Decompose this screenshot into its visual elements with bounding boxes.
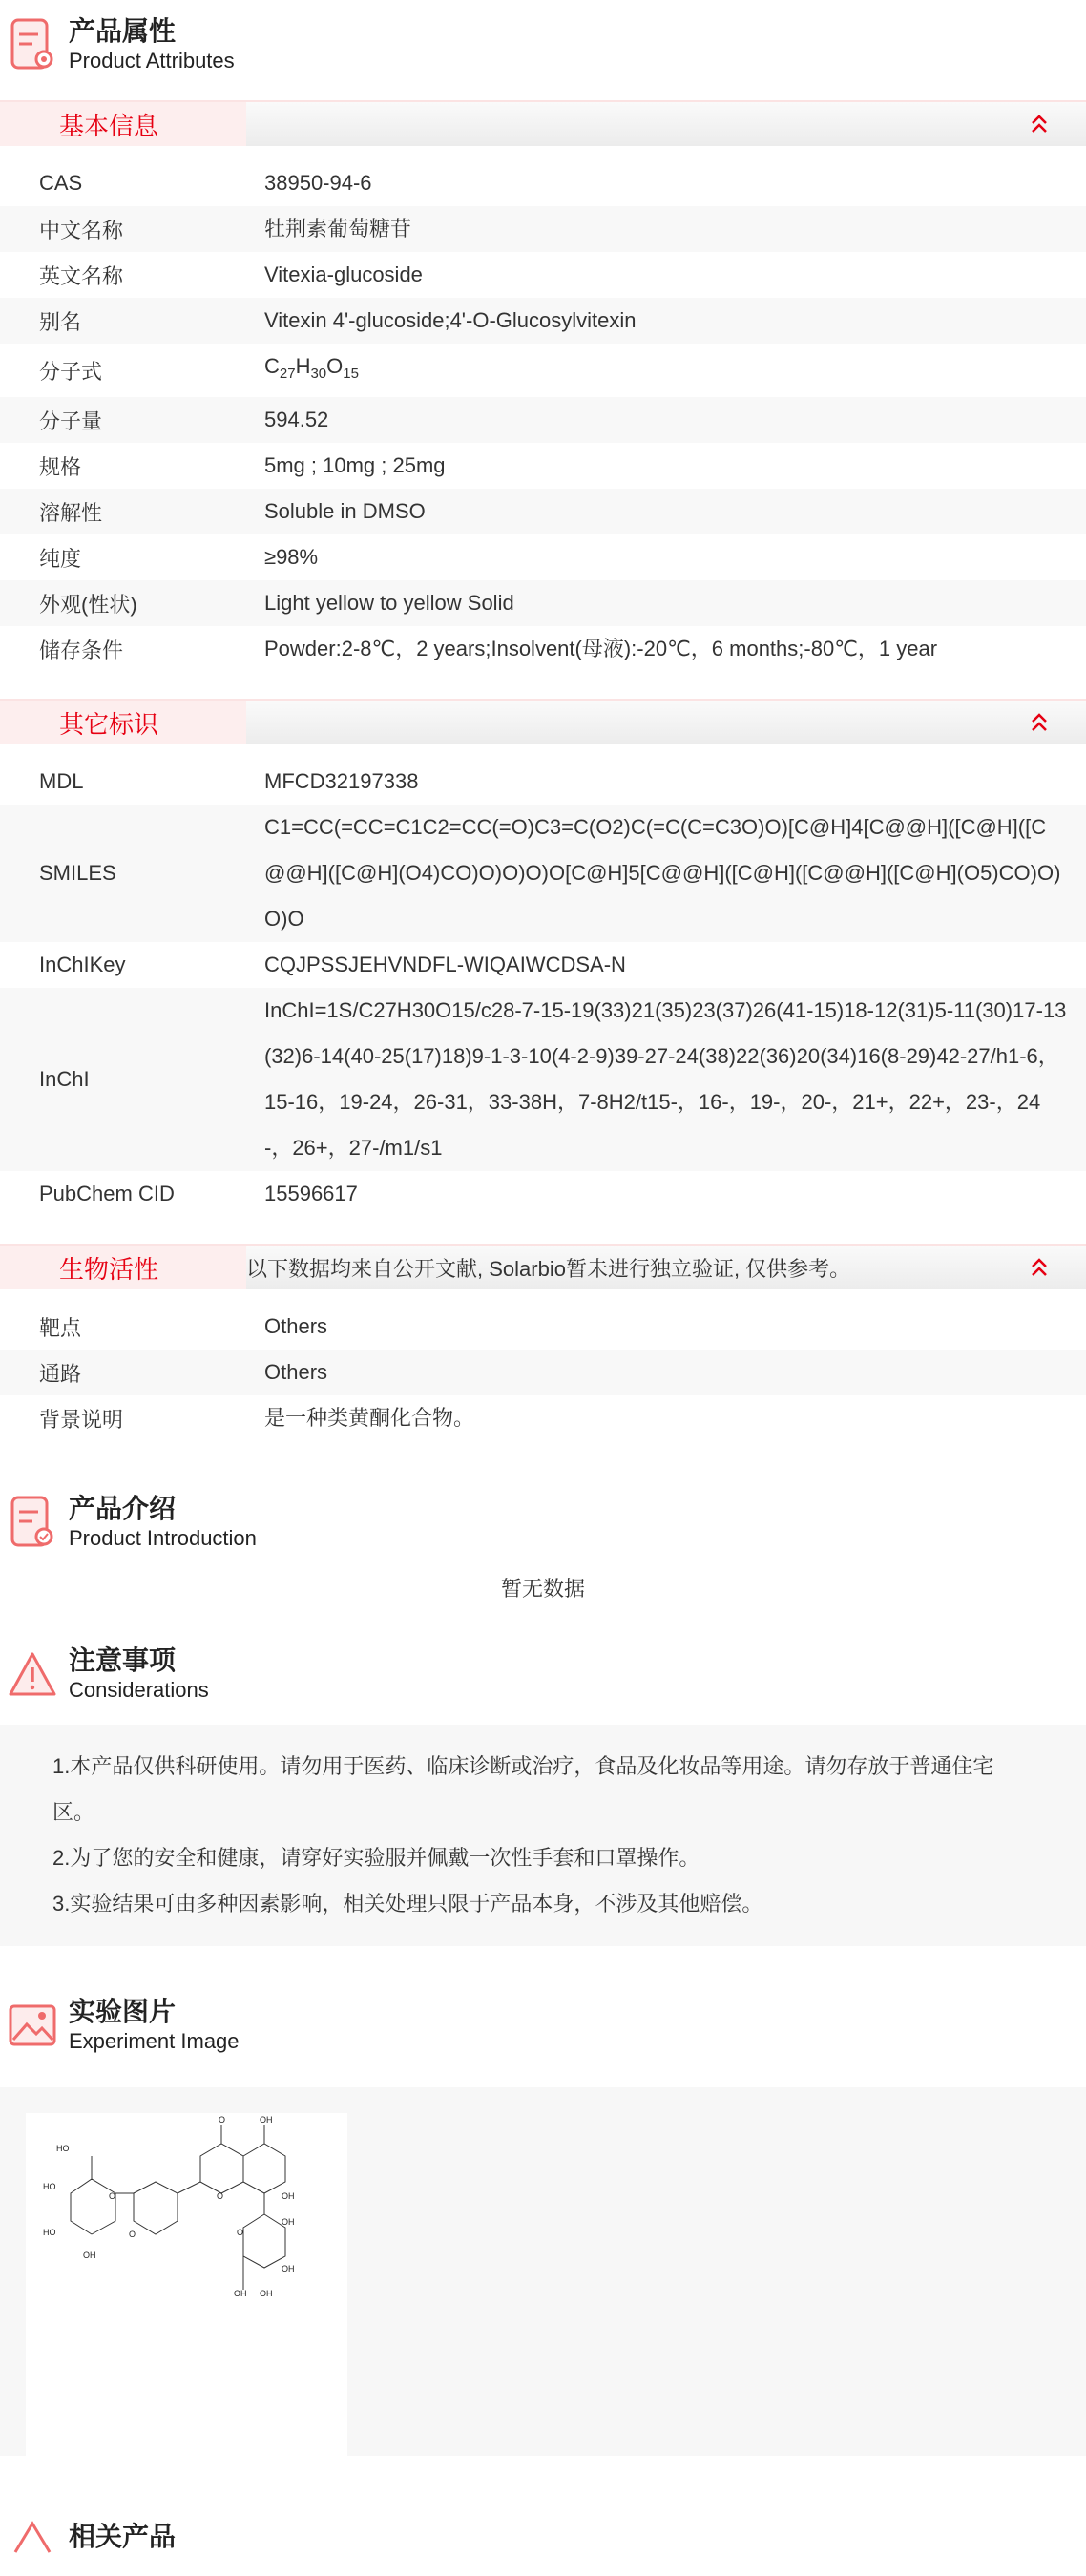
svg-text:OH: OH (282, 2191, 295, 2201)
table-row (0, 206, 1086, 252)
row-key: MDL (39, 769, 84, 793)
row-key: 分子式 (39, 359, 103, 384)
section-subtitle: Product Attributes (69, 49, 235, 73)
svg-text:OH: OH (260, 2289, 273, 2298)
table-row (0, 252, 1086, 298)
svg-text:HO: HO (43, 2228, 56, 2237)
row-key: 分子量 (39, 408, 103, 433)
svg-text:HO: HO (43, 2182, 56, 2191)
svg-text:O: O (129, 2230, 136, 2239)
intro-header (0, 1489, 1086, 1556)
row-value: 594.52 (264, 408, 329, 431)
row-key: SMILES (39, 861, 116, 885)
table-row (0, 160, 1086, 206)
section-subtitle: Considerations (69, 1678, 209, 1702)
table-row (0, 759, 1086, 805)
row-value: 15596617 (264, 1182, 358, 1205)
row-value: MFCD32197338 (264, 769, 419, 793)
other-ids-bar[interactable] (0, 699, 1086, 744)
consideration-item: 2.为了您的安全和健康，请穿好实验服并佩戴一次性手套和口罩操作。 (52, 1846, 700, 1870)
row-key: 外观(性状) (39, 592, 137, 617)
consideration-item: 3.实验结果可由多种因素影响，相关处理只限于产品本身，不涉及其他赔偿。 (52, 1892, 763, 1916)
other-ids-label: 其它标识 (0, 701, 246, 744)
document-gear-icon (8, 15, 57, 74)
table-row (0, 298, 1086, 344)
row-key: 中文名称 (39, 218, 124, 242)
section-title: 实验图片 (69, 1997, 177, 2026)
row-key: 英文名称 (39, 263, 124, 288)
other-ids-table (0, 744, 1086, 1244)
no-data-text: 暂无数据 (500, 1577, 585, 1601)
table-row (0, 534, 1086, 580)
row-key: InChIKey (39, 953, 126, 976)
basic-info-label: 基本信息 (0, 102, 246, 146)
section-title: 相关产品 (69, 2522, 177, 2551)
row-value: 牡荆素葡萄糖苷 (264, 217, 412, 241)
svg-text:OH: OH (260, 2115, 273, 2125)
basic-info-bar[interactable] (0, 100, 1086, 146)
svg-text:HO: HO (56, 2144, 70, 2153)
section-title: 产品属性 (69, 16, 177, 46)
table-row (0, 1350, 1086, 1395)
experiment-header (0, 1992, 1086, 2059)
row-key: 别名 (39, 309, 82, 334)
collapse-chevron-icon[interactable] (1031, 1258, 1048, 1277)
table-row (0, 443, 1086, 489)
svg-text:O: O (219, 2115, 226, 2125)
warning-icon (8, 1644, 57, 1704)
table-row (0, 942, 1086, 988)
row-value: 5mg ; 10mg ; 25mg (264, 453, 446, 477)
row-value: Light yellow to yellow Solid (264, 591, 514, 615)
row-value: Powder:2-8℃，2 years;Insolvent(母液):-20℃，6 months;-80℃，1 year (264, 637, 938, 660)
svg-text:O: O (237, 2228, 244, 2237)
table-row (0, 1304, 1086, 1350)
consideration-item: 1.本产品仅供科研使用。请勿用于医药、临床诊断或治疗，食品及化妆品等用途。请勿存放于普通住宅区。 (52, 1754, 994, 1824)
svg-text:OH: OH (234, 2289, 247, 2298)
row-value: ≥98% (264, 545, 319, 569)
disclaimer-note: 以下数据均来自公开文献, Solarbio暂未进行独立验证, 仅供参考。 (246, 1256, 851, 1281)
row-key: 储存条件 (39, 638, 124, 662)
row-key: 通路 (39, 1361, 82, 1386)
svg-text:OH: OH (282, 2217, 295, 2227)
row-key: 背景说明 (39, 1407, 124, 1432)
basic-info-table (0, 146, 1086, 699)
section-subtitle: Experiment Image (69, 2029, 240, 2053)
related-header (0, 2503, 1086, 2570)
row-key: 规格 (39, 454, 82, 479)
table-row (0, 805, 1086, 942)
section-title: 产品介绍 (69, 1494, 177, 1523)
considerations-header (0, 1641, 1086, 1707)
formula-value: $C_{27}H_{30}O_{15}$ (264, 354, 359, 382)
structure-image[interactable] (26, 2113, 347, 2457)
considerations-list (0, 1725, 1086, 1946)
bio-activity-label: 生物活性 (0, 1246, 246, 1289)
row-value: Soluble in DMSO (264, 499, 426, 523)
table-row (0, 988, 1086, 1171)
row-value: Vitexin 4'-glucoside;4'-O-Glucosylvitexin (264, 308, 637, 332)
table-row (0, 489, 1086, 534)
row-value: InChI=1S/C27H30O15/c28-7-15-19(33)21(35)23(37)26(41-15)18-12(31)5-11(30)17-13(32)6-14(40-25(17)18)9-1-3-10(4-2-9)39-27-24(38)22(36)20(34)16(8-29)42-27/h1-6，15-16，19-24，26-31，33-38H，7-8H2/t15-，16-，19-，20-，21+，22+，23-，24-，26+，27-/m1/s1 (264, 998, 1067, 1160)
document-check-icon (8, 1493, 57, 1552)
row-value: Others (264, 1314, 328, 1338)
image-icon (8, 1996, 57, 2055)
row-key: 纯度 (39, 546, 82, 571)
section-title: 注意事项 (69, 1645, 177, 1675)
table-row (0, 344, 1086, 397)
row-value: C1=CC(=CC=C1C2=CC(=O)C3=C(O2)C(=C(C=C3O)O)[C@H]4[C@@H]([C@H]([C@@H]([C@H](O4)CO)O)O)O)O[C@H]5[C@@H]([C@H]([C@@H]([C@H](O5)CO)O)O)O (264, 815, 1061, 931)
svg-text:O: O (109, 2191, 116, 2201)
row-key: CAS (39, 171, 83, 195)
bio-activity-table (0, 1289, 1086, 1489)
collapse-chevron-icon[interactable] (1031, 713, 1048, 732)
row-value: Others (264, 1360, 328, 1384)
row-key: 靶点 (39, 1315, 82, 1340)
table-row (0, 626, 1086, 672)
svg-text:O: O (217, 2191, 224, 2201)
attributes-header (0, 11, 1086, 78)
table-row (0, 397, 1086, 443)
table-row (0, 1171, 1086, 1217)
svg-text:OH: OH (282, 2264, 295, 2273)
table-row (0, 580, 1086, 626)
related-products-icon (8, 2507, 57, 2566)
row-key: PubChem CID (39, 1182, 175, 1205)
row-value: Vitexia-glucoside (264, 262, 423, 286)
collapse-chevron-icon[interactable] (1031, 115, 1048, 134)
row-value: 38950-94-6 (264, 171, 372, 195)
row-key: InChI (39, 1067, 90, 1091)
row-value: CQJPSSJEHVNDFL-WIQAIWCDSA-N (264, 953, 626, 976)
row-value: 是一种类黄酮化合物。 (264, 1406, 475, 1430)
bio-activity-bar[interactable] (0, 1244, 1086, 1289)
table-row (0, 1395, 1086, 1441)
svg-text:OH: OH (83, 2251, 96, 2260)
section-subtitle: Product Introduction (69, 1526, 257, 1550)
row-key: 溶解性 (39, 500, 103, 525)
experiment-image-area (0, 2087, 1086, 2456)
